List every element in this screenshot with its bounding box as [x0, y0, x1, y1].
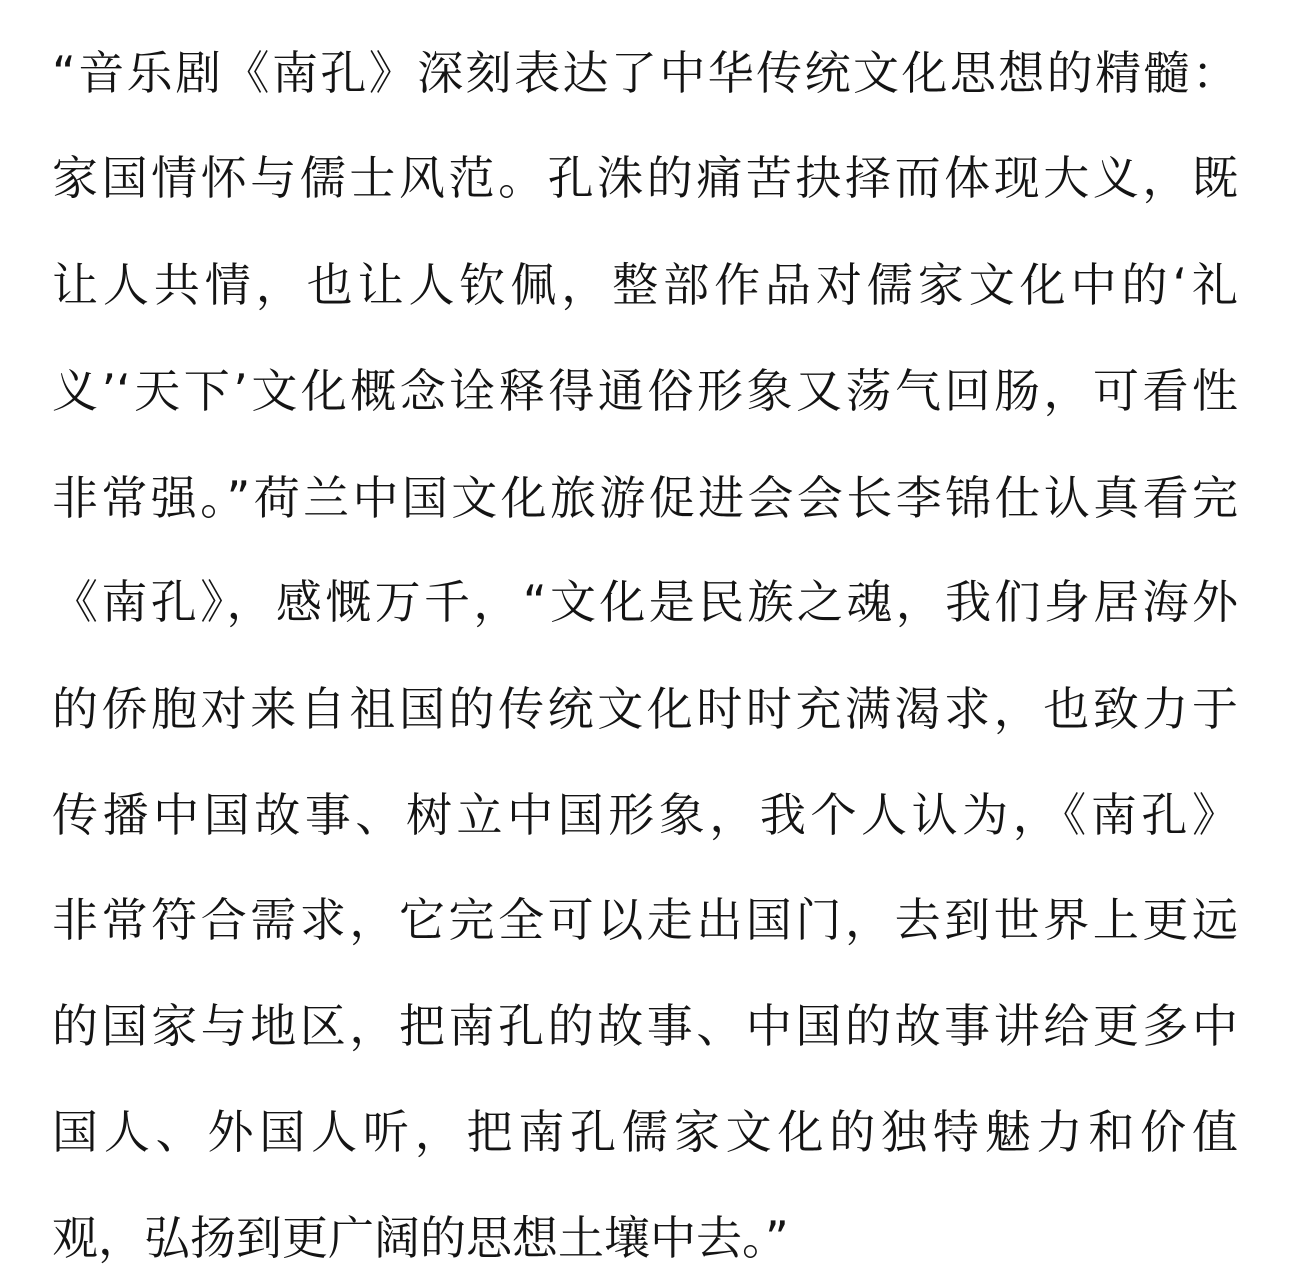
text-line: 国人、外国人听，把南孔儒家文化的独特魅力和价值: [52, 1105, 1238, 1159]
text-line: 让人共情，也让人钦佩，整部作品对儒家文化中的‘礼: [52, 258, 1238, 312]
text-line: 非常强。”荷兰中国文化旅游促进会会长李锦仕认真看完: [52, 471, 1238, 525]
text-line: 《南孔》，感慨万千，“文化是民族之魂，我们身居海外: [52, 575, 1238, 629]
text-line: 的国家与地区，把南孔的故事、中国的故事讲给更多中: [52, 999, 1238, 1053]
text-line: 家国情怀与儒士风范。孔洙的痛苦抉择而体现大义，既: [52, 151, 1238, 205]
text-line: 的侨胞对来自祖国的传统文化时时充满渴求，也致力于: [52, 682, 1238, 736]
text-line: 非常符合需求，它完全可以走出国门，去到世界上更远: [52, 893, 1238, 947]
text-line: “音乐剧《南孔》深刻表达了中华传统文化思想的精髓：: [52, 46, 1238, 100]
text-line: 观，弘扬到更广阔的思想土壤中去。”: [52, 1211, 789, 1265]
text-line: 义’‘天下’文化概念诠释得通俗形象又荡气回肠，可看性: [52, 364, 1238, 418]
text-line: 传播中国故事、树立中国形象，我个人认为，《南孔》: [52, 788, 1238, 842]
